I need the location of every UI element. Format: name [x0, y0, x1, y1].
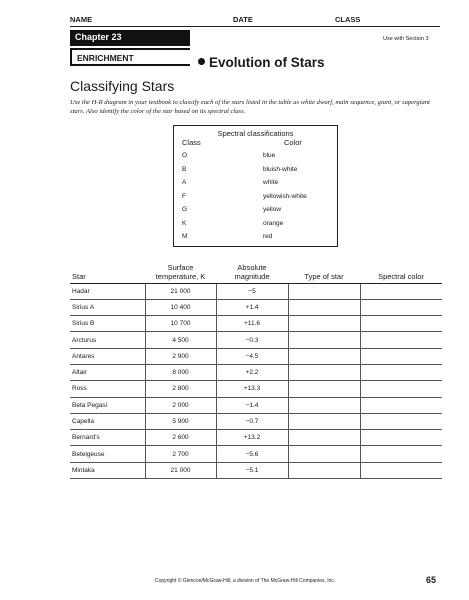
header-rule — [70, 26, 440, 27]
magnitude-cell: +1.4 — [216, 299, 288, 315]
magnitude-cell: +11.6 — [216, 316, 288, 332]
star-column-header: Star — [70, 256, 145, 283]
magnitude-cell: +2.2 — [216, 364, 288, 380]
spectral-row — [174, 206, 337, 220]
spectral-row — [174, 166, 337, 180]
type-of-star-answer-cell[interactable] — [288, 413, 360, 429]
spectral-box-header — [174, 138, 337, 148]
magnitude-cell: −4.5 — [216, 348, 288, 364]
spectral-row — [174, 152, 337, 166]
table-header-row — [70, 256, 442, 283]
magnitude-cell: −0.7 — [216, 413, 288, 429]
spectral-class: K — [182, 219, 187, 227]
spectral-box-title: Spectral classifications — [217, 129, 294, 138]
star-name-cell: Beta Pegasi — [70, 397, 145, 413]
temperature-cell: 2 700 — [145, 446, 216, 462]
table-row — [70, 397, 442, 413]
spectral-row — [174, 233, 337, 247]
section-title: Classifying Stars — [70, 78, 175, 94]
class-column-header: Class — [182, 138, 201, 147]
page-title-text: Evolution of Stars — [209, 55, 325, 70]
type-column-header: Type of star — [288, 256, 360, 283]
temperature-cell: 10 700 — [145, 316, 216, 332]
temperature-cell: 2 800 — [145, 381, 216, 397]
page-title — [198, 55, 325, 70]
table-row — [70, 462, 442, 478]
star-name-cell: Bernard’s — [70, 430, 145, 446]
table-row — [70, 381, 442, 397]
star-rows — [70, 283, 442, 479]
spectral-color-answer-cell[interactable] — [360, 397, 442, 413]
type-of-star-answer-cell[interactable] — [288, 348, 360, 364]
spectral-color: blue — [263, 152, 276, 159]
star-name-cell: Antares — [70, 348, 145, 364]
type-of-star-answer-cell[interactable] — [288, 462, 360, 478]
spectral-color-column-header: Spectral color — [360, 256, 442, 283]
spectral-class: O — [182, 152, 188, 159]
type-of-star-answer-cell[interactable] — [288, 381, 360, 397]
spectral-color: white — [263, 179, 279, 186]
page-number: 65 — [426, 575, 437, 585]
enrichment-badge: ENRICHMENT — [70, 48, 190, 66]
star-name-cell: Ross — [70, 381, 145, 397]
temperature-cell: 4 500 — [145, 332, 216, 348]
type-of-star-answer-cell[interactable] — [288, 283, 360, 299]
table-row — [70, 364, 442, 380]
table-row — [70, 316, 442, 332]
spectral-class: B — [182, 165, 187, 173]
date-label: DATE — [233, 15, 253, 24]
magnitude-cell: +13.3 — [216, 381, 288, 397]
spectral-class: A — [182, 179, 187, 186]
color-column-header: Color — [284, 138, 302, 147]
spectral-color-answer-cell[interactable] — [360, 332, 442, 348]
star-name-cell: Altair — [70, 364, 145, 380]
type-of-star-answer-cell[interactable] — [288, 316, 360, 332]
table-row — [70, 348, 442, 364]
magnitude-cell: −0.3 — [216, 332, 288, 348]
temperature-cell: 2 600 — [145, 430, 216, 446]
spectral-color-answer-cell[interactable] — [360, 299, 442, 315]
temperature-cell: 10 400 — [145, 299, 216, 315]
spectral-color-answer-cell[interactable] — [360, 348, 442, 364]
temperature-cell: 2 900 — [145, 348, 216, 364]
spectral-color-answer-cell[interactable] — [360, 462, 442, 478]
star-name-cell: Arcturus — [70, 332, 145, 348]
type-of-star-answer-cell[interactable] — [288, 364, 360, 380]
type-of-star-answer-cell[interactable] — [288, 446, 360, 462]
spectral-row — [174, 193, 337, 207]
magnitude-cell: −5.1 — [216, 462, 288, 478]
star-name-cell: Capella — [70, 413, 145, 429]
spectral-color-answer-cell[interactable] — [360, 381, 442, 397]
magnitude-header-line2: magnitude — [234, 271, 270, 281]
spectral-classification-box — [173, 125, 338, 247]
chapter-badge: Chapter 23 — [70, 30, 190, 46]
temperature-cell: 8 000 — [145, 364, 216, 380]
magnitude-header-line1: Absolute — [237, 262, 267, 272]
spectral-class: M — [182, 233, 188, 240]
use-with-note: Use with Section 3 — [383, 36, 429, 42]
magnitude-column-header — [216, 256, 288, 283]
bullet-icon — [198, 58, 205, 65]
star-name-cell: Betelgeuse — [70, 446, 145, 462]
star-name-cell: Hadar — [70, 283, 145, 299]
table-row — [70, 283, 442, 299]
spectral-color: yellowish-white — [263, 192, 307, 200]
table-row — [70, 299, 442, 315]
name-label: NAME — [70, 15, 93, 24]
magnitude-cell: +13.2 — [216, 430, 288, 446]
spectral-color-answer-cell[interactable] — [360, 446, 442, 462]
spectral-class: G — [182, 206, 188, 213]
spectral-color: red — [263, 233, 273, 240]
copyright-footer: Copyright © Glencoe/McGraw-Hill, a division of The McGraw-Hill Companies, Inc. — [155, 578, 336, 584]
spectral-color-answer-cell[interactable] — [360, 283, 442, 299]
spectral-color: orange — [263, 219, 284, 227]
table-row — [70, 446, 442, 462]
spectral-color-answer-cell[interactable] — [360, 413, 442, 429]
temperature-cell: 5 900 — [145, 413, 216, 429]
temperature-header-line1: Surface — [167, 262, 194, 272]
spectral-color-answer-cell[interactable] — [360, 430, 442, 446]
type-of-star-answer-cell[interactable] — [288, 299, 360, 315]
spectral-class: F — [182, 192, 186, 200]
spectral-color: bluish-white — [263, 165, 298, 173]
table-row — [70, 332, 442, 348]
class-label: CLASS — [335, 15, 361, 24]
magnitude-cell: −1.4 — [216, 397, 288, 413]
type-of-star-answer-cell[interactable] — [288, 397, 360, 413]
spectral-rows — [174, 152, 337, 247]
spectral-color-answer-cell[interactable] — [360, 316, 442, 332]
type-of-star-answer-cell[interactable] — [288, 430, 360, 446]
spectral-row — [174, 179, 337, 193]
star-name-cell: Sirius B — [70, 316, 145, 332]
spectral-row — [174, 220, 337, 234]
type-of-star-answer-cell[interactable] — [288, 332, 360, 348]
star-classification-table — [70, 256, 442, 479]
star-name-cell: Mintaka — [70, 462, 145, 478]
instructions: Use the H-R diagram in your textbook to classify each of the stars listed in the table as white dwarf, main sequence, giant, or supergiant stars. Also identify the color of the star based on its spectral class. — [70, 99, 430, 115]
table-row — [70, 430, 442, 446]
star-name-cell: Sirius A — [70, 299, 145, 315]
temperature-column-header — [145, 256, 216, 283]
magnitude-cell: −5.6 — [216, 446, 288, 462]
spectral-color-answer-cell[interactable] — [360, 364, 442, 380]
temperature-cell: 2 000 — [145, 397, 216, 413]
temperature-header-line2: temperature, K — [155, 271, 206, 281]
spectral-color: yellow — [263, 206, 282, 213]
magnitude-cell: −5 — [216, 283, 288, 299]
temperature-cell: 21 000 — [145, 283, 216, 299]
temperature-cell: 21 000 — [145, 462, 216, 478]
table-row — [70, 413, 442, 429]
